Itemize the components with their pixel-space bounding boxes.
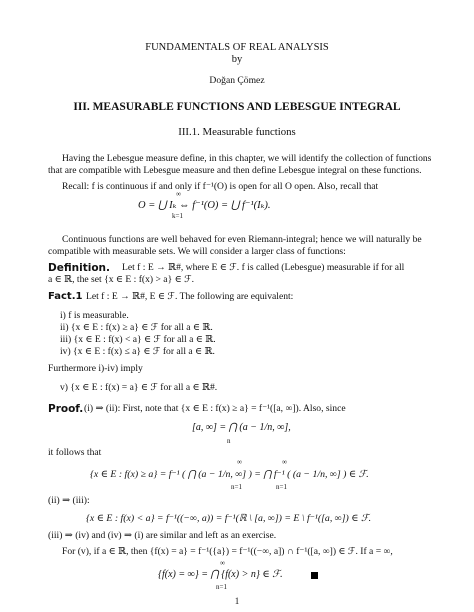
chapter-title: III. MEASURABLE FUNCTIONS AND LEBESGUE INTEGRAL — [73, 101, 401, 113]
eq2-upper-2: ∞ — [282, 458, 287, 466]
it-follows-line: it follows that — [48, 447, 102, 458]
fact-item-ii: ii) {x ∈ E : f(x) ≥ a} ∈ ℱ for all a ∈ ℝ. — [60, 322, 213, 333]
eq2-lower-1: n=1 — [231, 483, 242, 491]
document-by: by — [231, 54, 243, 65]
proof-eq-4: {f(x) = ∞} = ⋂ {f(x) > n} ∈ ℱ. — [158, 569, 283, 580]
page-number: 1 — [234, 596, 240, 606]
fact-item-v: v) {x ∈ E : f(x) = a} ∈ ℱ for all a ∈ ℝ#. — [60, 382, 218, 393]
iii-iv-line: (iii) ⇒ (iv) and (iv) ⇒ (i) are similar and left as an exercise. — [48, 530, 277, 541]
proof-label: Proof. — [48, 403, 84, 415]
furthermore-line: Furthermore i)-iv) imply — [48, 363, 143, 374]
for-v-line: For (v), if a ∈ ℝ, then {f(x) = a} = f⁻¹({a}) = f⁻¹((−∞, a]) ∩ f⁻¹([a, ∞]) ∈ ℱ. If a = ∞, — [62, 546, 393, 557]
ii-implies-iii: (ii) ⇒ (iii): — [48, 495, 90, 506]
formula-lower-1: k=1 — [172, 212, 183, 220]
eq2-upper-1: ∞ — [237, 458, 242, 466]
definition-line-1: Let f : E → ℝ#, where E ∈ ℱ. f is called (Lebesgue) measurable if for all — [122, 262, 405, 273]
fact-item-iv: iv) {x ∈ E : f(x) ≤ a} ∈ ℱ for all a ∈ ℝ. — [60, 346, 215, 357]
recall-line: Recall: f is continuous if and only if f⁻¹(O) is open for all O open. Also, recall that — [62, 181, 379, 192]
continuous-line-2: compatible with measurable sets. We will consider a larger class of functions: — [48, 246, 346, 257]
fact-item-i: i) f is measurable. — [60, 310, 129, 321]
eq4-lower: n=1 — [216, 583, 227, 591]
fact-intro: Let f : E → ℝ#, E ∈ ℱ. The following are equivalent: — [86, 291, 294, 302]
proof-eq-1: [a, ∞] = ⋂ (a − 1/n, ∞], — [192, 422, 291, 433]
qed-square — [311, 572, 318, 579]
intro-line-1: Having the Lebesgue measure define, in this chapter, we will identify the collection of functions — [62, 153, 432, 164]
eq2-lower-2: n=1 — [276, 483, 287, 491]
fact-label: Fact.1 — [48, 291, 83, 302]
proof-eq-2: {x ∈ E : f(x) ≥ a} = f⁻¹ ( ⋂ (a − 1/n, ∞] ) = ⋂ f⁻¹ ( (a − 1/n, ∞] ) ∈ ℱ. — [90, 469, 369, 480]
intro-formula: O = ⋃ Iₖ ⇔ f⁻¹(O) = ⋃ f⁻¹(Iₖ). — [138, 200, 271, 211]
definition-line-2: a ∈ ℝ, the set {x ∈ E : f(x) > a} ∈ ℱ. — [48, 274, 195, 285]
proof-line-1: (i) ⇒ (ii): First, note that {x ∈ E : f(x) ≥ a} = f⁻¹([a, ∞]). Also, since — [84, 403, 346, 414]
section-title: III.1. Measurable functions — [178, 126, 296, 138]
eq4-upper: ∞ — [220, 559, 225, 567]
formula-upper-1: ∞ — [176, 190, 181, 198]
proof-eq1-subscript: n — [227, 437, 231, 445]
continuous-line-1: Continuous functions are well behaved for even Riemann-integral; hence we will naturally be — [62, 234, 422, 245]
proof-eq-3: {x ∈ E : f(x) < a} = f⁻¹((−∞, a)) = f⁻¹(ℝ \ [a, ∞]) = E \ f⁻¹([a, ∞]) ∈ ℱ. — [86, 513, 372, 524]
definition-label: Definition. — [48, 262, 110, 274]
document-title: FUNDAMENTALS OF REAL ANALYSIS — [145, 42, 329, 53]
fact-item-iii: iii) {x ∈ E : f(x) < a} ∈ ℱ for all a ∈ ℝ. — [60, 334, 216, 345]
document-author: Doğan Çömez — [209, 75, 265, 86]
intro-line-2: that are compatible with Lebesgue measure and then define Lebesgue integral on these functions. — [48, 165, 422, 176]
